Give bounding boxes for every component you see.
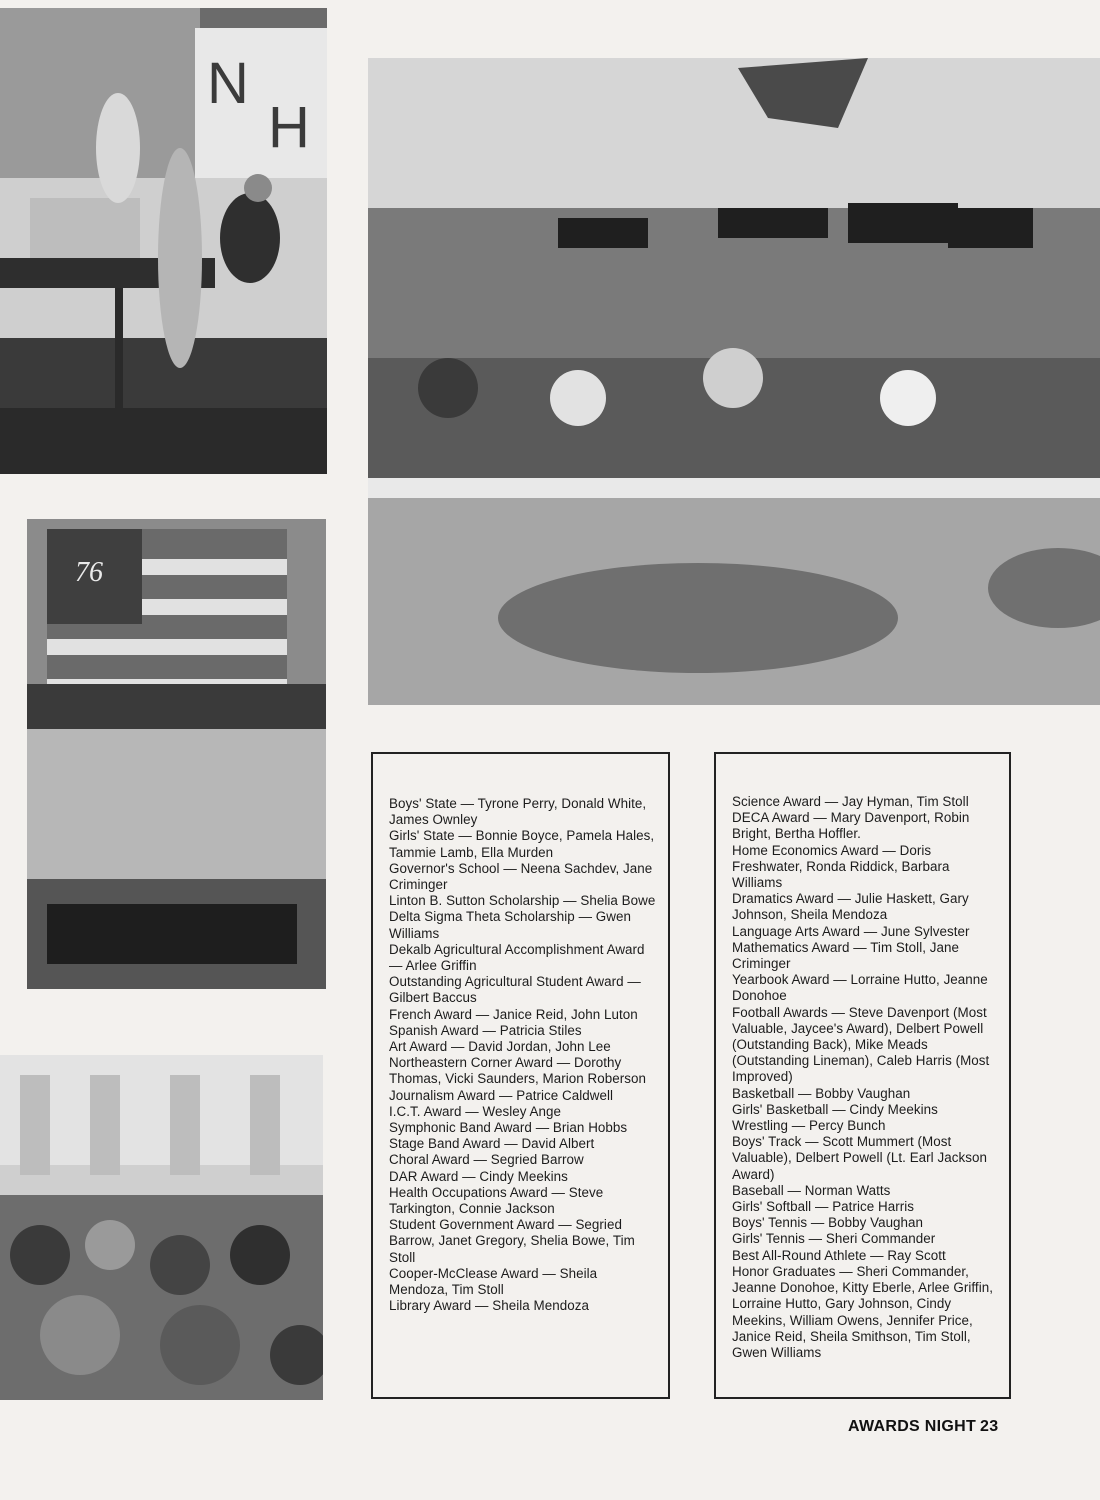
award-entry: Dekalb Agricultural Accomplishment Award — Arlee Griffin xyxy=(389,941,645,974)
award-entry: Girls' State — Bonnie Boyce, Pamela Hales, Tammie Lamb, Ella Murden xyxy=(389,828,655,860)
award-entry: Library Award — Sheila Mendoza xyxy=(389,1298,589,1314)
photo-stage-band xyxy=(368,58,1100,705)
flag-number: 76 xyxy=(75,557,103,588)
award-entry: Spanish Award — Patricia Stiles xyxy=(389,1022,582,1038)
award-entry: Girls' Softball — Patrice Harris xyxy=(732,1199,914,1215)
award-entry: Girls' Basketball — Cindy Meekins xyxy=(732,1101,938,1117)
award-entry: I.C.T. Award — Wesley Ange xyxy=(389,1103,561,1119)
photo-awards-stage xyxy=(0,8,327,474)
photo-podium-speakers xyxy=(27,519,326,989)
award-entry: Governor's School — Neena Sachdev, Jane Criminger xyxy=(389,860,653,893)
award-entry: Journalism Award — Patrice Caldwell xyxy=(389,1087,614,1103)
award-entry: Basketball — Bobby Vaughan xyxy=(732,1085,911,1101)
banner-letter-h: H xyxy=(268,95,310,160)
award-entry: Health Occupations Award — Steve Tarkington, Connie Jackson xyxy=(389,1184,604,1217)
awards-list-right-items xyxy=(732,794,999,1361)
awards-list-left-items xyxy=(389,796,658,1315)
awards-list-right xyxy=(714,752,1011,1399)
award-entry: Boys' Track — Scott Mummert (Most Valuable), Delbert Powell (Lt. Earl Jackson Award) xyxy=(732,1134,987,1182)
award-entry: Honor Graduates — Sheri Commander, Jeanne Donohoe, Kitty Eberle, Arlee Griffin, Lorraine Hutto, Gary Johnson, Cindy Meekins, William Owens, Jennifer Price, Janice Reid, Sheila Smithson, Tim Stoll, Gwen Williams xyxy=(732,1263,993,1360)
award-entry: Art Award — David Jordan, John Lee xyxy=(389,1039,611,1055)
award-entry: Choral Award — Segried Barrow xyxy=(389,1152,584,1168)
award-entry: Boys' State — Tyrone Perry, Donald White, James Ownley xyxy=(389,796,647,828)
awards-list-left xyxy=(371,752,670,1399)
award-entry: Student Government Award — Segried Barrow, Janet Gregory, Shelia Bowe, Tim Stoll xyxy=(389,1217,635,1265)
award-entry: Stage Band Award — David Albert xyxy=(389,1136,595,1152)
award-entry: Outstanding Agricultural Student Award — Gilbert Baccus xyxy=(389,974,641,1006)
award-entry: Home Economics Award — Doris Freshwater, Ronda Riddick, Barbara Williams xyxy=(732,842,950,891)
award-entry: Baseball — Norman Watts xyxy=(732,1182,891,1198)
award-entry: Football Awards — Steve Davenport (Most Valuable, Jaycee's Award), Delbert Powell (Outstanding Back), Mike Meads (Outstanding Lineman), Caleb Harris (Most Improved) xyxy=(732,1004,990,1085)
award-entry: DAR Award — Cindy Meekins xyxy=(389,1168,568,1184)
award-entry: Best All-Round Athlete — Ray Scott xyxy=(732,1247,946,1263)
page-footer xyxy=(848,1418,998,1436)
award-entry: Cooper-McClease Award — Sheila Mendoza, Tim Stoll xyxy=(389,1265,598,1298)
award-entry: Northeastern Corner Award — Dorothy Thomas, Vicki Saunders, Marion Roberson xyxy=(389,1055,646,1087)
award-entry: Language Arts Award — June Sylvester xyxy=(732,923,970,939)
award-entry: Dramatics Award — Julie Haskett, Gary Johnson, Sheila Mendoza xyxy=(732,891,969,923)
award-entry: Symphonic Band Award — Brian Hobbs xyxy=(389,1120,628,1136)
banner-letter-n: N xyxy=(207,51,249,116)
award-entry: French Award — Janice Reid, John Luton xyxy=(389,1006,638,1022)
award-entry: Delta Sigma Theta Scholarship — Gwen Williams xyxy=(389,909,631,941)
page-number: 23 xyxy=(980,1418,999,1435)
section-title: AWARDS NIGHT xyxy=(848,1418,977,1435)
award-entry: Yearbook Award — Lorraine Hutto, Jeanne Donohoe xyxy=(732,972,988,1004)
photo-audience xyxy=(0,1055,323,1400)
award-entry: Wrestling — Percy Bunch xyxy=(732,1118,886,1134)
award-entry: Linton B. Sutton Scholarship — Shelia Bowe xyxy=(389,893,656,909)
award-entry: DECA Award — Mary Davenport, Robin Bright, Bertha Hoffler. xyxy=(732,810,970,842)
award-entry: Girls' Tennis — Sheri Commander xyxy=(732,1231,936,1247)
award-entry: Boys' Tennis — Bobby Vaughan xyxy=(732,1215,924,1231)
award-entry: Science Award — Jay Hyman, Tim Stoll xyxy=(732,794,969,809)
award-entry: Mathematics Award — Tim Stoll, Jane Criminger xyxy=(732,939,959,972)
